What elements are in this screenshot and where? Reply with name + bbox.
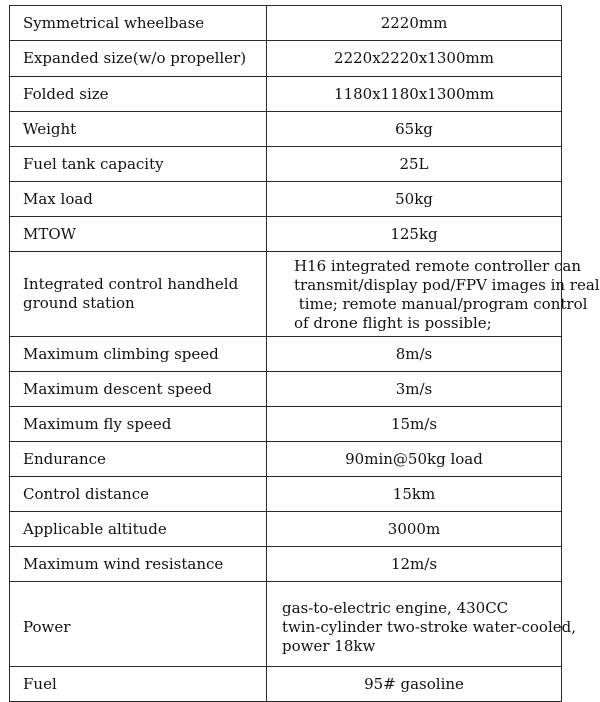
row-value: 65kg [267, 112, 562, 147]
spec-table [9, 5, 600, 702]
row-value: 12m/s [267, 547, 562, 582]
row-label: Power [10, 582, 267, 667]
row-value-line: time; remote manual/program control [294, 295, 588, 313]
table-row [10, 582, 562, 667]
row-label [10, 252, 267, 337]
row-value-line: power 18kw [282, 636, 376, 655]
row-label: Expanded size(w/o propeller) [10, 41, 267, 77]
row-value: 50kg [267, 182, 562, 217]
row-label: Control distance [10, 477, 267, 512]
table-row [10, 667, 562, 702]
table-row [10, 407, 562, 442]
row-value: 95# gasoline [267, 667, 562, 702]
row-label: Maximum wind resistance [10, 547, 267, 582]
row-value: 2220mm [267, 6, 562, 41]
table-row [10, 547, 562, 582]
table-row [10, 217, 562, 252]
table-row [10, 372, 562, 407]
row-value: 8m/s [267, 337, 562, 372]
row-label: Endurance [10, 442, 267, 477]
row-value-line: twin-cylinder two-stroke water-cooled, [282, 617, 577, 636]
row-label: MTOW [10, 217, 267, 252]
table-row [10, 252, 562, 337]
row-label-line: ground station [23, 294, 135, 312]
table-row [10, 442, 562, 477]
table-row [10, 6, 562, 41]
table-row [10, 77, 562, 112]
table-row [10, 147, 562, 182]
row-value: 3000m [267, 512, 562, 547]
row-value: 15m/s [267, 407, 562, 442]
row-value-line: H16 integrated remote controller can [294, 257, 581, 275]
row-value [267, 252, 600, 337]
row-value: 125kg [267, 217, 562, 252]
table-row [10, 337, 562, 372]
row-value: 15km [267, 477, 562, 512]
row-label: Max load [10, 182, 267, 217]
row-value: 3m/s [267, 372, 562, 407]
row-label: Weight [10, 112, 267, 147]
row-value: 1180x1180x1300mm [267, 77, 562, 112]
row-label: Maximum climbing speed [10, 337, 267, 372]
table-row [10, 112, 562, 147]
row-label: Maximum fly speed [10, 407, 267, 442]
row-value: 2220x2220x1300mm [267, 41, 562, 77]
row-value [267, 582, 577, 667]
row-label-line: Integrated control handheld [23, 275, 239, 293]
row-value-line: gas-to-electric engine, 430CC [282, 598, 509, 617]
table-row [10, 182, 562, 217]
row-label: Fuel [10, 667, 267, 702]
row-value: 25L [267, 147, 562, 182]
table-row [10, 477, 562, 512]
table-row [10, 41, 562, 77]
row-value: 90min@50kg load [267, 442, 562, 477]
row-label: Folded size [10, 77, 267, 112]
row-value-line: of drone flight is possible; [294, 314, 492, 332]
row-label: Applicable altitude [10, 512, 267, 547]
table-row [10, 512, 562, 547]
row-label: Maximum descent speed [10, 372, 267, 407]
row-label: Fuel tank capacity [10, 147, 267, 182]
row-value-line: transmit/display pod/FPV images in real [294, 276, 600, 294]
row-label: Symmetrical wheelbase [10, 6, 267, 41]
